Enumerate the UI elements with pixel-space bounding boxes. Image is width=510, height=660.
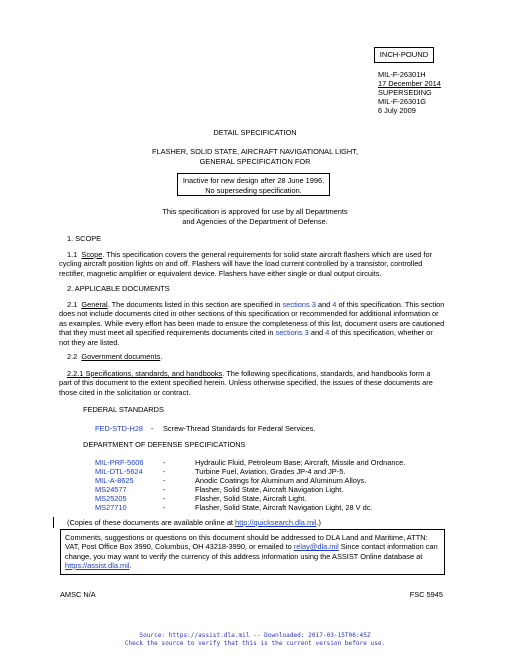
table-row [95, 467, 405, 476]
gov-docs-end: . [160, 352, 163, 361]
approval-statement [0, 207, 510, 226]
federal-standards-table [95, 424, 315, 433]
sections-3-link[interactable]: sections 3 [282, 300, 316, 309]
scope-text: . This specification covers the general requirements for solid state aircraft flashers which are used for cycling aircraft position lights on and off. Flashers will have the load current controlled by a transistor, controlled rectifier, magnetic amplifier or equivalent device. Flashers have either single or dual output circuits. [59, 250, 433, 278]
copies-availability-note [67, 518, 321, 527]
section-4-link-2[interactable]: 4 [325, 328, 330, 338]
reference-title: Anodic Coatings for Aluminum and Aluminum Alloys. [195, 476, 367, 485]
title-line-1: FLASHER, SOLID STATE, AIRCRAFT NAVIGATIONAL LIGHT, [151, 147, 359, 156]
reference-title: Flasher, Solid State, Aircraft Navigation Light. [195, 485, 344, 494]
title-line-2: GENERAL SPECIFICATION FOR [199, 156, 311, 166]
issue-date: 17 December 2014 [378, 79, 441, 88]
reference-title: Screw-Thread Standards for Federal Services. [163, 424, 316, 433]
spec-type: DETAIL SPECIFICATION [213, 128, 297, 137]
reference-title: Flasher, Solid State, Aircraft Navigation Light, 28 V dc. [195, 503, 373, 512]
specs-standards-text: . The following specifications, standards, and handbooks form a part of this document to the extent specified herein. Unless otherwise specified, the issues of these documents are those cited in the solicitation or contract. [59, 369, 433, 397]
comments-box [60, 529, 445, 575]
table-row [95, 485, 405, 494]
comments-end: . [129, 560, 132, 570]
scope-title: Scope [81, 250, 103, 259]
dash: - [163, 467, 166, 476]
inch-pound-box: INCH-POUND [374, 47, 434, 63]
federal-standards-heading: FEDERAL STANDARDS [83, 405, 164, 414]
amsc-label: AMSC N/A [60, 590, 96, 599]
designation: MIL-F-26301H [378, 70, 426, 79]
comments-text-a: Comments, suggestions or questions on this document should be addressed to DLA Land and Maritime, ATTN: VAT, Post Office Box 3990, Columbus, OH 43218-3990, or emailed to [65, 533, 428, 552]
document-title [0, 147, 510, 166]
table-row [95, 503, 405, 512]
source-line-2: Check the source to verify that this is the current version before use. [124, 639, 386, 647]
table-row [95, 476, 405, 485]
gov-docs-number: 2.2 [67, 352, 78, 361]
dash: - [163, 494, 166, 503]
reference-title: Turbine Fuel, Aviation, Grades JP-4 and JP-5. [195, 467, 346, 476]
reference-title: Flasher, Solid State, Aircraft Light. [195, 494, 307, 503]
source-line-1: Source: https://assist.dla.mil -- Downloaded: 2017-03-15T06:45Z [139, 632, 371, 639]
specs-standards-title: 2.2.1 Specifications, standards, and handbooks [67, 369, 223, 378]
general-title: General [81, 300, 108, 309]
ms24577-link[interactable]: MS24577 [95, 485, 127, 494]
dash: - [163, 458, 166, 467]
assist-link[interactable]: https://assist.dla.mil [65, 560, 130, 570]
general-and: and [315, 300, 333, 309]
superseded-date: 6 July 2009 [378, 106, 416, 115]
fed-std-h28-link[interactable]: FED-STD-H28 [95, 424, 144, 433]
mil-dtl-5624-link[interactable]: MIL-DTL-5624 [95, 467, 143, 476]
approval-line-2: and Agencies of the Department of Defense. [182, 216, 328, 226]
source-footer [0, 632, 510, 647]
reference-title: Hydraulic Fluid, Petroleum Base; Aircraft, Missile and Ordnance. [195, 458, 406, 467]
mil-prf-5606-link[interactable]: MIL-PRF-5606 [95, 458, 144, 467]
scope-paragraph [59, 250, 445, 278]
dash: - [163, 485, 166, 494]
general-paragraph [59, 300, 445, 347]
superseding-label: SUPERSEDING [378, 88, 432, 97]
copies-end: .) [316, 518, 321, 527]
dod-specifications-heading: DEPARTMENT OF DEFENSE SPECIFICATIONS [83, 440, 246, 449]
copies-text: (Copies of these documents are available online at [67, 518, 236, 527]
quicksearch-link[interactable]: http://quicksearch.dla.mil [235, 518, 317, 527]
sections-3-link-2[interactable]: sections 3 [275, 328, 309, 338]
comments-text-b: Since contact information can change, you may want to verify the currency of this address information using the ASSIST Online database at [65, 542, 438, 561]
relay-email-link[interactable]: relay@dla.mil [293, 542, 339, 552]
dash: - [151, 424, 154, 433]
scope-number: 1.1 [67, 250, 78, 259]
fsc-label: FSC 5945 [409, 590, 443, 599]
dod-specifications-table [95, 458, 405, 512]
dash: - [163, 476, 166, 485]
section-1-heading: 1. SCOPE [67, 234, 102, 243]
government-documents-paragraph [67, 352, 162, 361]
general-text-c: of this specification, whether or not they are listed. [59, 328, 433, 347]
approval-line-1: This specification is approved for use by all Departments [162, 207, 348, 216]
revision-change-bar [53, 517, 54, 528]
section-4-link[interactable]: 4 [332, 300, 337, 309]
dash: - [163, 503, 166, 512]
inactive-line-2: No superseding specification. [205, 185, 302, 195]
gov-docs-title: Government documents [81, 352, 161, 361]
table-row [95, 458, 405, 467]
general-and-2: and [308, 328, 326, 338]
specs-standards-paragraph [59, 369, 445, 397]
table-row [95, 424, 315, 433]
general-number: 2.1 [67, 300, 78, 309]
general-text-a: . The documents listed in this section are specified in [107, 300, 283, 309]
general-text-b: of this specification. This section does not include documents cited in other sections of this specification or recommended for additional information or as examples. While every effort has been made to ensure the completeness of this list, document users are cautioned that they must meet all specified requirements documents cited in [59, 300, 445, 338]
inactive-line-1: Inactive for new design after 28 June 1996. [182, 176, 325, 185]
table-row [95, 494, 405, 503]
ms27710-link[interactable]: MS27710 [95, 503, 127, 512]
ms25205-link[interactable]: MS25205 [95, 494, 127, 503]
section-2-heading: 2. APPLICABLE DOCUMENTS [67, 284, 170, 293]
superseded-designation: MIL-F-26301G [378, 97, 427, 106]
document-designation-block [378, 70, 441, 115]
mil-a-8625-link[interactable]: MIL-A-8625 [95, 476, 134, 485]
inactive-notice-box [177, 173, 330, 196]
